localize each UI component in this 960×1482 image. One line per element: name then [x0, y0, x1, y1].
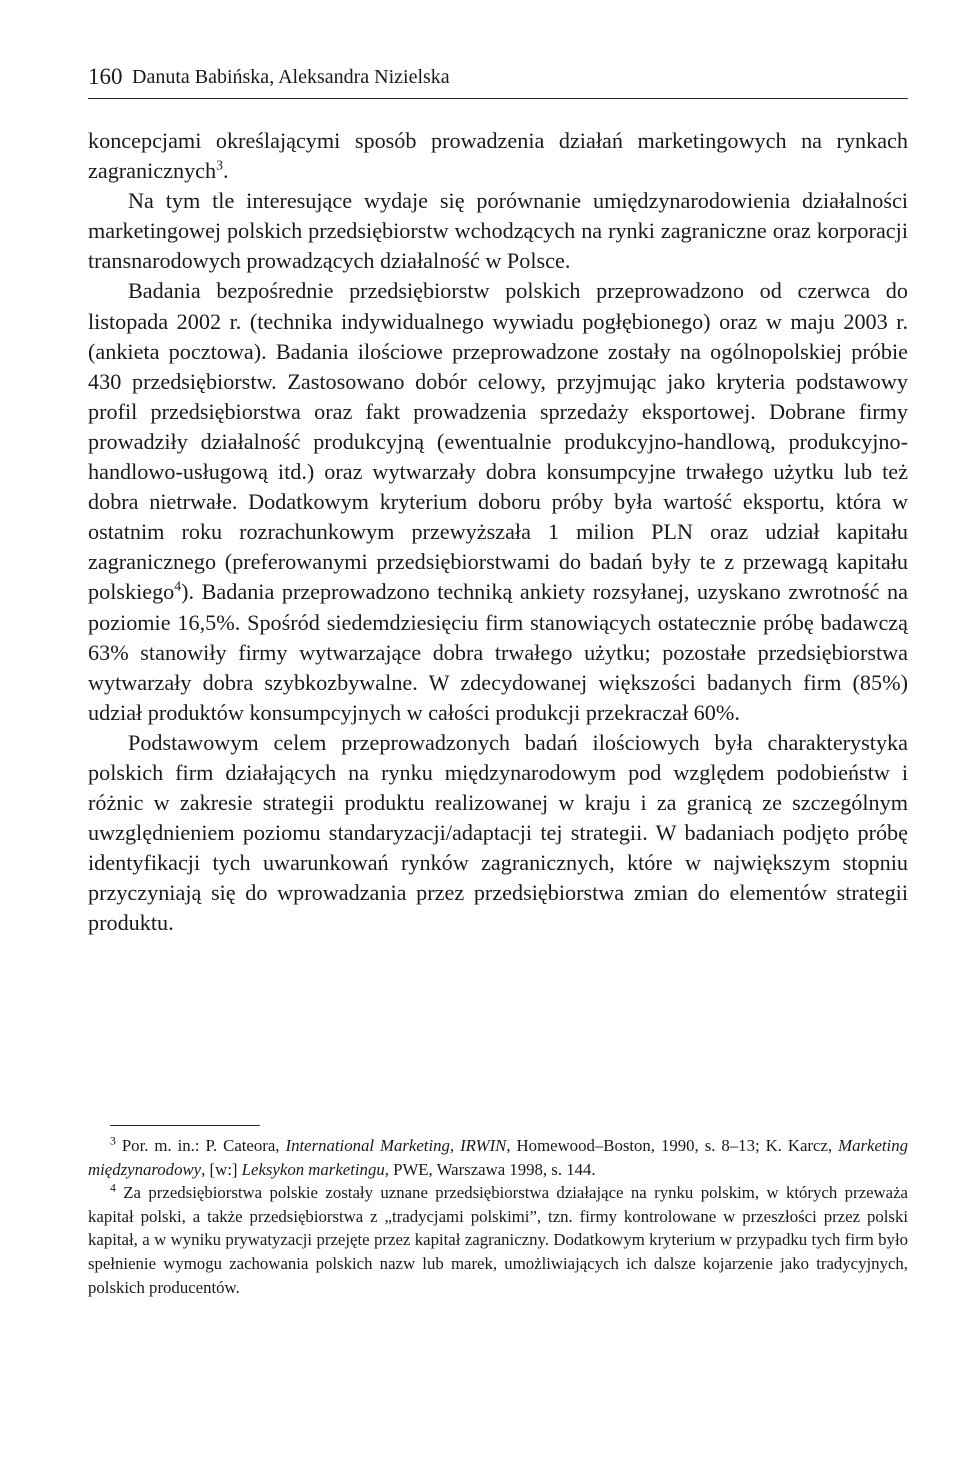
- running-head-authors: Danuta Babińska, Aleksandra Nizielska: [132, 66, 450, 88]
- footnotes: [88, 1134, 908, 1299]
- running-head: [88, 62, 908, 99]
- paragraph-1: koncepcjami określającymi sposób prowadzenia działań marketingowych na rynkach zagranicznych$^3$.: [88, 128, 908, 184]
- paragraph-4: Podstawowym celem przeprowadzonych badań ilościowych była charakterystyka polskich firm działających na rynku międzynarodowym pod względem podobieństw i różnic w zakresie strategii produktu realizowanej w kraju i za granicą ze szczególnym uwzględnieniem poziomu standaryzacji/adaptacji tej strategii. W badaniach podjęto próbę identyfikacji tych uwarunkowań rynków zagranicznych, które w największym stopniu przyczyniają się do wprowadzania przez przedsiębiorstwa zmian do elementów strategii produktu.: [88, 729, 908, 936]
- paragraph-2: Na tym tle interesujące wydaje się porównanie umiędzynarodowienia działalności marketingowej polskich przedsiębiorstw wchodzących na rynki zagraniczne oraz korporacji transnarodowych prowadzących działalność w Polsce.: [88, 188, 908, 274]
- footnote-separator: [110, 1125, 260, 1126]
- footnote-4: $^4$ Za przedsiębiorstwa polskie zostały uznane przedsiębiorstwa działające na rynku polskim, w których przeważa kapitał polski, a także przedsiębiorstwa z „tradycjami polskimi”, tzn. firmy kontrolowane w przeszłości przez polski kapitał, a w wyniku prywatyzacji przejęte przez kapitał zagraniczny. Dodatkowym kryterium w przypadku tych firm było spełnienie wymogu zachowania polskich nazw lub marek, umożliwiających ich dalsze kojarzenie jako tradycyjnych, polskich producentów.: [88, 1181, 908, 1297]
- footnote-ref-4[interactable]: 4: [174, 579, 182, 595]
- body-text: [88, 126, 908, 939]
- footnote-ref-3[interactable]: 3: [216, 157, 223, 173]
- paragraph-3: Badania bezpośrednie przedsiębiorstw polskich przeprowadzono od czerwca do listopada 2002 r. (technika indywidualnego wywiadu pogłębionego) oraz w maju 2003 r. (ankieta pocztowa). Badania ilościowe przeprowadzone zostały na ogólnopolskiej próbie 430 przedsiębiorstw. Zastosowano dobór celowy, przyjmując jako kryteria podstawowy profil przedsiębiorstwa oraz fakt prowadzenia sprzedaży eksportowej. Dobrane firmy prowadziły działalność produkcyjną (ewentualnie produkcyjno-handlową, produkcyjno-handlowo-usługową itd.) oraz wytwarzały dobra konsumpcyjne trwałego użytku lub też dobra nietrwałe. Dodatkowym kryterium doboru próby była wartość eksportu, która w ostatnim roku rozrachunkowym przewyższała 1 milion PLN oraz udział kapitału zagranicznego (preferowanymi przedsiębiorstwami do badań były te z przewagą kapitału polskiego$^4$). Badania przeprowadzono techniką ankiety rozsyłanej, uzyskano zwrotność na poziomie 16,5%. Spośród siedemdziesięciu firm stanowiących ostatecznie próbę badawczą 63% stanowiły firmy wytwarzające dobra trwałego użytku; pozostałe przedsiębiorstwa wytwarzały dobra szybkozbywalne. W zdecydowanej większości badanych firm (85%) udział produktów konsumpcyjnych w całości produkcji przekraczał 60%.: [88, 278, 908, 725]
- page-number: 160: [88, 64, 123, 89]
- footnote-3: $^3$ Por. m. in.: P. Cateora, International Marketing, IRWIN, Homewood–Boston, 1990, s. 8–13; K. Karcz, Marketing międzynarodowy, [w:] Leksykon marketingu, PWE, Warszawa 1998, s. 144.: [88, 1134, 908, 1179]
